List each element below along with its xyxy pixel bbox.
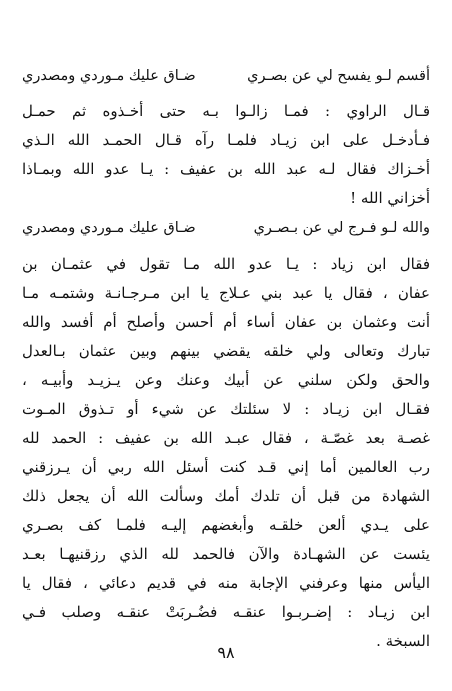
verse-2-hemistich-left: ضـاق عليك مـوردي ومصدري bbox=[22, 220, 196, 236]
text-line: أخـزاك فقال لـه عبد الله بن عفيف : يـا عدو الله وبمـاذا bbox=[22, 160, 430, 178]
text-line: تبارك وتعالى ولي خلقه يقضي بينهم وبين عثمان بـالعدل bbox=[22, 342, 430, 360]
text-line: أنت وعثمان بن عفان أساء أم أحسن وأصلح أم أفسد والله bbox=[22, 313, 430, 331]
page-number: ٩٨ bbox=[217, 643, 235, 662]
text-line: غصـة بعد غصّـة ، فقال عبـد الله بن عفيف : الحمد لله bbox=[22, 429, 430, 447]
text-line: فقـال ابن زيـاد : لا سئلتك عن شيء أو تـذوق المـوت bbox=[22, 400, 430, 418]
text-line: رب العالمين أما إني قـد كنت أسئل الله ربي أن يـرزقني bbox=[22, 458, 430, 476]
text-line: الشهادة من قبل أن تلدك أمك وسألت الله أن يجعل ذلك bbox=[22, 487, 430, 505]
verse-line-1 bbox=[22, 66, 430, 86]
verse-line-2 bbox=[22, 218, 430, 238]
text-line: السبخة . bbox=[376, 632, 430, 650]
text-line: أخزاني الله ! bbox=[350, 189, 430, 207]
text-line: قـال الراوي : فمـا زالـوا بـه حتى أخـذوه ثم حمـل bbox=[22, 102, 430, 120]
text-line: والحق ولكن سلني عن أبيك وعنك وعن يـزيـد وأبيـه ، bbox=[22, 371, 430, 389]
text-line: يئست عن الشهـادة والآن فالحمد لله الذي رزقنيهـا بعـد bbox=[22, 545, 430, 563]
paragraph-narrator bbox=[22, 97, 430, 213]
text-line: اليأس منها وعرفني الإجابة منه في قديم دعائي ، فقال يا bbox=[22, 574, 430, 592]
text-line: على يـدي ألعن خلقـه وأبغضهم إليـه فلمـا كف بصـري bbox=[22, 516, 430, 534]
text-line: فقال ابن زياد : يـا عدو الله مـا تقول في عثمـان بن bbox=[22, 255, 430, 273]
text-line: عفان ، فقال يا عبد بني عـلاج يا ابن مـرجـانـة وشتمـه مـا bbox=[22, 284, 430, 302]
text-line: فـأدخـل على ابن زيـاد فلمـا رآه قـال الحمـد الله الـذي bbox=[22, 131, 430, 149]
text-line: ابن زيـاد : إضـربـوا عنقـه فضُـربَتْ عنقـه وصلب فـي bbox=[22, 603, 430, 621]
verse-1-hemistich-left: ضـاق عليك مـوردي ومصدري bbox=[22, 68, 196, 84]
verse-2-hemistich-right: والله لـو فـرج لي عن بـصـري bbox=[253, 220, 430, 236]
verse-1-hemistich-right: أقسم لـو يفسح لي عن بصـري bbox=[247, 68, 430, 84]
paragraph-dialogue bbox=[22, 250, 430, 656]
